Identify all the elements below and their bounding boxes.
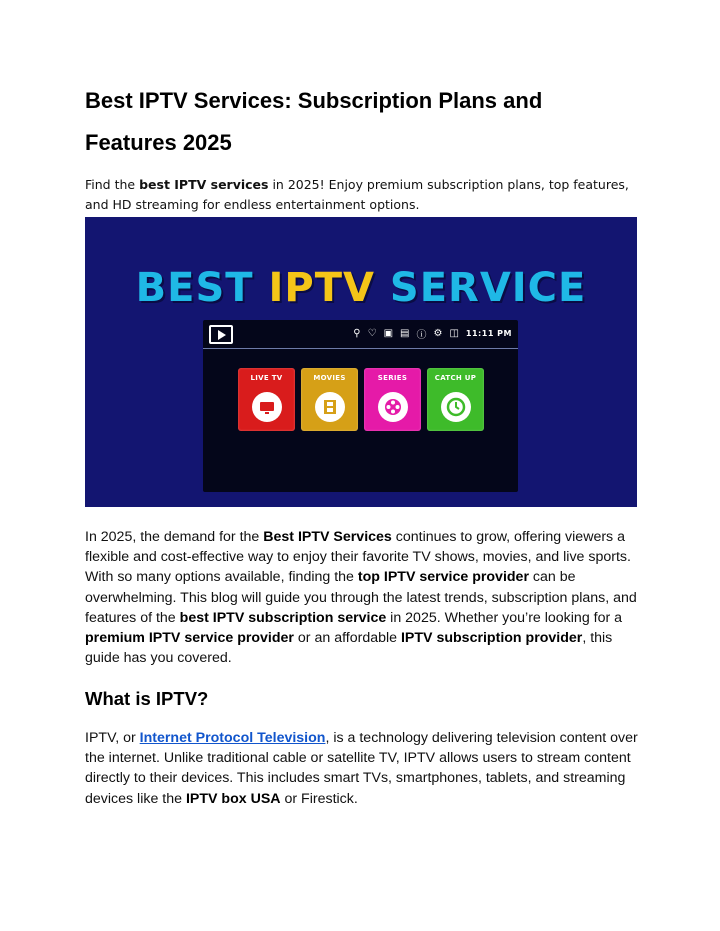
clock-icon bbox=[441, 392, 471, 422]
tv-icon-bar bbox=[353, 326, 512, 341]
hero-image bbox=[85, 217, 637, 507]
p2-bold-1: IPTV box USA bbox=[185, 790, 281, 807]
p1-text-2: continues to grow, offering viewers a flexible and cost-effective way to enjoy their favorite TV shows, movies, and live sports. With so many options available, finding the bbox=[85, 529, 631, 586]
folder-icon: ▤ bbox=[400, 328, 410, 339]
title-line-2: Features 2025 bbox=[85, 130, 232, 155]
tv-clock: 11:11 PM bbox=[465, 329, 512, 338]
settings-icon: ⚙ bbox=[433, 328, 443, 339]
internet-protocol-television-link[interactable]: Internet Protocol Television bbox=[139, 730, 326, 746]
tv-tiles bbox=[238, 368, 484, 431]
tv-topbar bbox=[203, 320, 518, 349]
info-icon: ⓘ bbox=[416, 330, 427, 341]
tile-series bbox=[364, 368, 421, 431]
film-strip-icon bbox=[315, 392, 345, 422]
tile-label: LIVE TV bbox=[250, 374, 283, 382]
p1-bold-4: premium IPTV service provider bbox=[85, 630, 294, 647]
tile-label: CATCH UP bbox=[434, 374, 477, 382]
p1-text-4: in 2025. Whether you’re looking for a bbox=[386, 609, 623, 626]
page-title bbox=[85, 80, 645, 164]
p1-bold-5: IPTV subscription provider bbox=[400, 630, 583, 647]
tv-screen bbox=[203, 320, 518, 492]
intro-suffix: in 2025! Enjoy premium subscription plans, top features, and HD streaming for endless entertainment options. bbox=[85, 177, 629, 212]
intro-paragraph bbox=[85, 527, 645, 668]
tile-live-tv bbox=[238, 368, 295, 431]
tile-movies bbox=[301, 368, 358, 431]
p1-text-5: or an affordable bbox=[293, 630, 401, 647]
tile-label: MOVIES bbox=[313, 374, 346, 382]
p2-text-3: or Firestick. bbox=[280, 790, 358, 807]
intro-bold: best IPTV services bbox=[139, 177, 269, 192]
p1-text-3: can be overwhelming. This blog will guide you through the latest trends, subscription plans, and features of the bbox=[85, 569, 637, 626]
p2-text-1: IPTV, or bbox=[85, 730, 140, 746]
television-icon bbox=[252, 392, 282, 422]
p1-text-1: In 2025, the demand for the bbox=[85, 529, 264, 545]
p1-bold-2: top IPTV service provider bbox=[357, 569, 529, 586]
hero-headline-service: SERVICE bbox=[374, 265, 587, 311]
hero-headline-iptv: IPTV bbox=[268, 265, 375, 311]
multiscreen-icon: ◫ bbox=[449, 328, 459, 339]
p1-bold-1: Best IPTV Services bbox=[263, 529, 392, 545]
p1-text-6: , this guide has you covered. bbox=[85, 630, 613, 667]
recording-icon: ▣ bbox=[383, 328, 394, 339]
title-line-1: Best IPTV Services: Subscription Plans and bbox=[85, 88, 543, 113]
p2-text-2: , is a technology delivering television content over the internet. Unlike traditional cable or satellite TV, IPTV allows users to stream content directly to their devices. This includes smart TVs, smartphones, tablets, and streaming devices like the bbox=[85, 730, 638, 807]
p1-bold-3: best IPTV subscription service bbox=[179, 609, 387, 626]
what-is-iptv-paragraph bbox=[85, 728, 645, 809]
search-icon: ⚲ bbox=[353, 328, 361, 339]
section-heading-what-is-iptv: What is IPTV? bbox=[85, 688, 209, 709]
tile-label: SERIES bbox=[377, 374, 408, 382]
film-reel-icon bbox=[378, 392, 408, 422]
hero-headline-best: BEST bbox=[135, 265, 269, 311]
intro-prefix: Find the bbox=[85, 177, 140, 192]
intro-text bbox=[85, 175, 645, 215]
heart-icon: ♡ bbox=[367, 328, 377, 339]
tile-catch-up bbox=[427, 368, 484, 431]
tv-logo-icon bbox=[209, 325, 233, 344]
hero-headline bbox=[85, 265, 637, 311]
